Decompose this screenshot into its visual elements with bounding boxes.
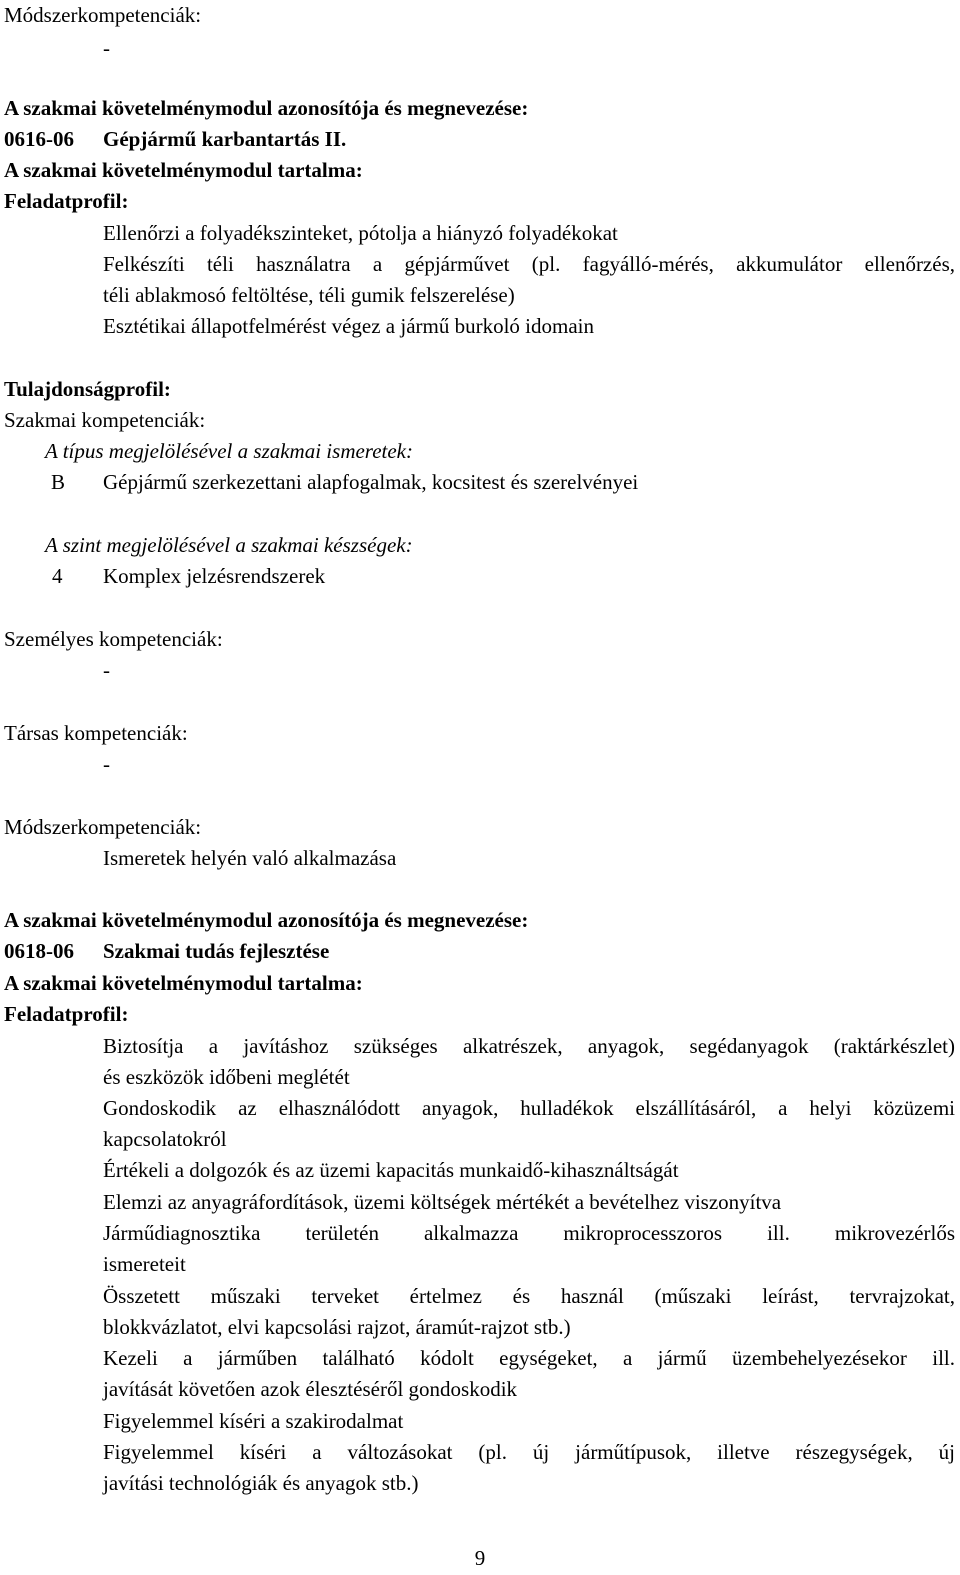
task-item: Kezeli a járműben található kódolt egységeket, a jármű üzembehelyezésekor ill. — [103, 1346, 955, 1370]
skills-level-code: 4 — [52, 564, 63, 588]
module-code: 0618-06 — [4, 939, 74, 963]
module-id-heading: A szakmai követelménymodul azonosítója és megnevezése: — [4, 96, 529, 120]
module-content-heading: A szakmai követelménymodul tartalma: — [4, 158, 363, 182]
task-profile-label: Feladatprofil: — [4, 189, 129, 213]
task-item: Összetett műszaki terveket értelmez és használ (műszaki leírást, tervrajzokat, — [103, 1284, 955, 1308]
method-competencies-value: - — [103, 36, 110, 60]
knowledge-item: Gépjármű szerkezettani alapfogalmak, kocsitest és szerelvényei — [103, 470, 639, 494]
knowledge-heading: A típus megjelölésével a szakmai ismeretek: — [45, 439, 413, 463]
personal-competencies-value: - — [103, 658, 110, 682]
task-item: kapcsolatokról — [103, 1127, 227, 1151]
task-item: és eszközök időbeni meglétét — [103, 1065, 350, 1089]
task-item: Biztosítja a javításhoz szükséges alkatrészek, anyagok, segédanyagok (raktárkészlet) — [103, 1034, 955, 1058]
method-competencies-value: Ismeretek helyén való alkalmazása — [103, 846, 397, 870]
skills-item: Komplex jelzésrendszerek — [103, 564, 326, 588]
knowledge-type-code: B — [51, 470, 66, 494]
task-item: Felkészíti téli használatra a gépjárművet (pl. fagyálló-mérés, akkumulátor ellenőrzés, — [103, 252, 955, 276]
task-item: Esztétikai állapotfelmérést végez a jármű burkoló idomain — [103, 314, 594, 338]
social-competencies-value: - — [103, 752, 110, 776]
task-item: Értékeli a dolgozók és az üzemi kapacitás munkaidő-kihasználtságát — [103, 1158, 679, 1182]
task-item: Gondoskodik az elhasználódott anyagok, hulladékok elszállításáról, a helyi közüzemi — [103, 1096, 955, 1120]
page-number: 9 — [474, 1546, 486, 1570]
skills-heading: A szint megjelölésével a szakmai készségek: — [45, 533, 413, 557]
module-content-heading: A szakmai követelménymodul tartalma: — [4, 971, 363, 995]
task-profile-label: Feladatprofil: — [4, 1002, 129, 1026]
method-competencies-label: Módszerkompetenciák: — [4, 3, 202, 27]
task-item: javítását követően azok élesztéséről gondoskodik — [103, 1377, 518, 1401]
social-competencies-label: Társas kompetenciák: — [4, 721, 188, 745]
task-item: Járműdiagnosztika területén alkalmazza mikroprocesszoros ill. mikrovezérlős — [103, 1221, 955, 1245]
task-item: blokkvázlatot, elvi kapcsolási rajzot, áramút-rajzot stb.) — [103, 1315, 571, 1339]
module-id-heading: A szakmai követelménymodul azonosítója és megnevezése: — [4, 908, 529, 932]
task-item: Figyelemmel kíséri a változásokat (pl. új járműtípusok, illetve részegységek, új — [103, 1440, 955, 1464]
method-competencies-label: Módszerkompetenciák: — [4, 815, 202, 839]
task-item: javítási technológiák és anyagok stb.) — [103, 1471, 419, 1495]
module-code: 0616-06 — [4, 127, 74, 151]
module-name: Szakmai tudás fejlesztése — [103, 939, 330, 963]
property-profile-label: Tulajdonságprofil: — [4, 377, 171, 401]
personal-competencies-label: Személyes kompetenciák: — [4, 627, 223, 651]
task-item: ismereteit — [103, 1252, 186, 1276]
task-item: Figyelemmel kíséri a szakirodalmat — [103, 1409, 404, 1433]
module-name: Gépjármű karbantartás II. — [103, 127, 347, 151]
professional-competencies-label: Szakmai kompetenciák: — [4, 408, 206, 432]
task-item: Elemzi az anyagráfordítások, üzemi költségek mértékét a bevételhez viszonyítva — [103, 1190, 782, 1214]
task-item: téli ablakmosó feltöltése, téli gumik felszerelése) — [103, 283, 515, 307]
task-item: Ellenőrzi a folyadékszinteket, pótolja a hiányzó folyadékokat — [103, 221, 618, 245]
